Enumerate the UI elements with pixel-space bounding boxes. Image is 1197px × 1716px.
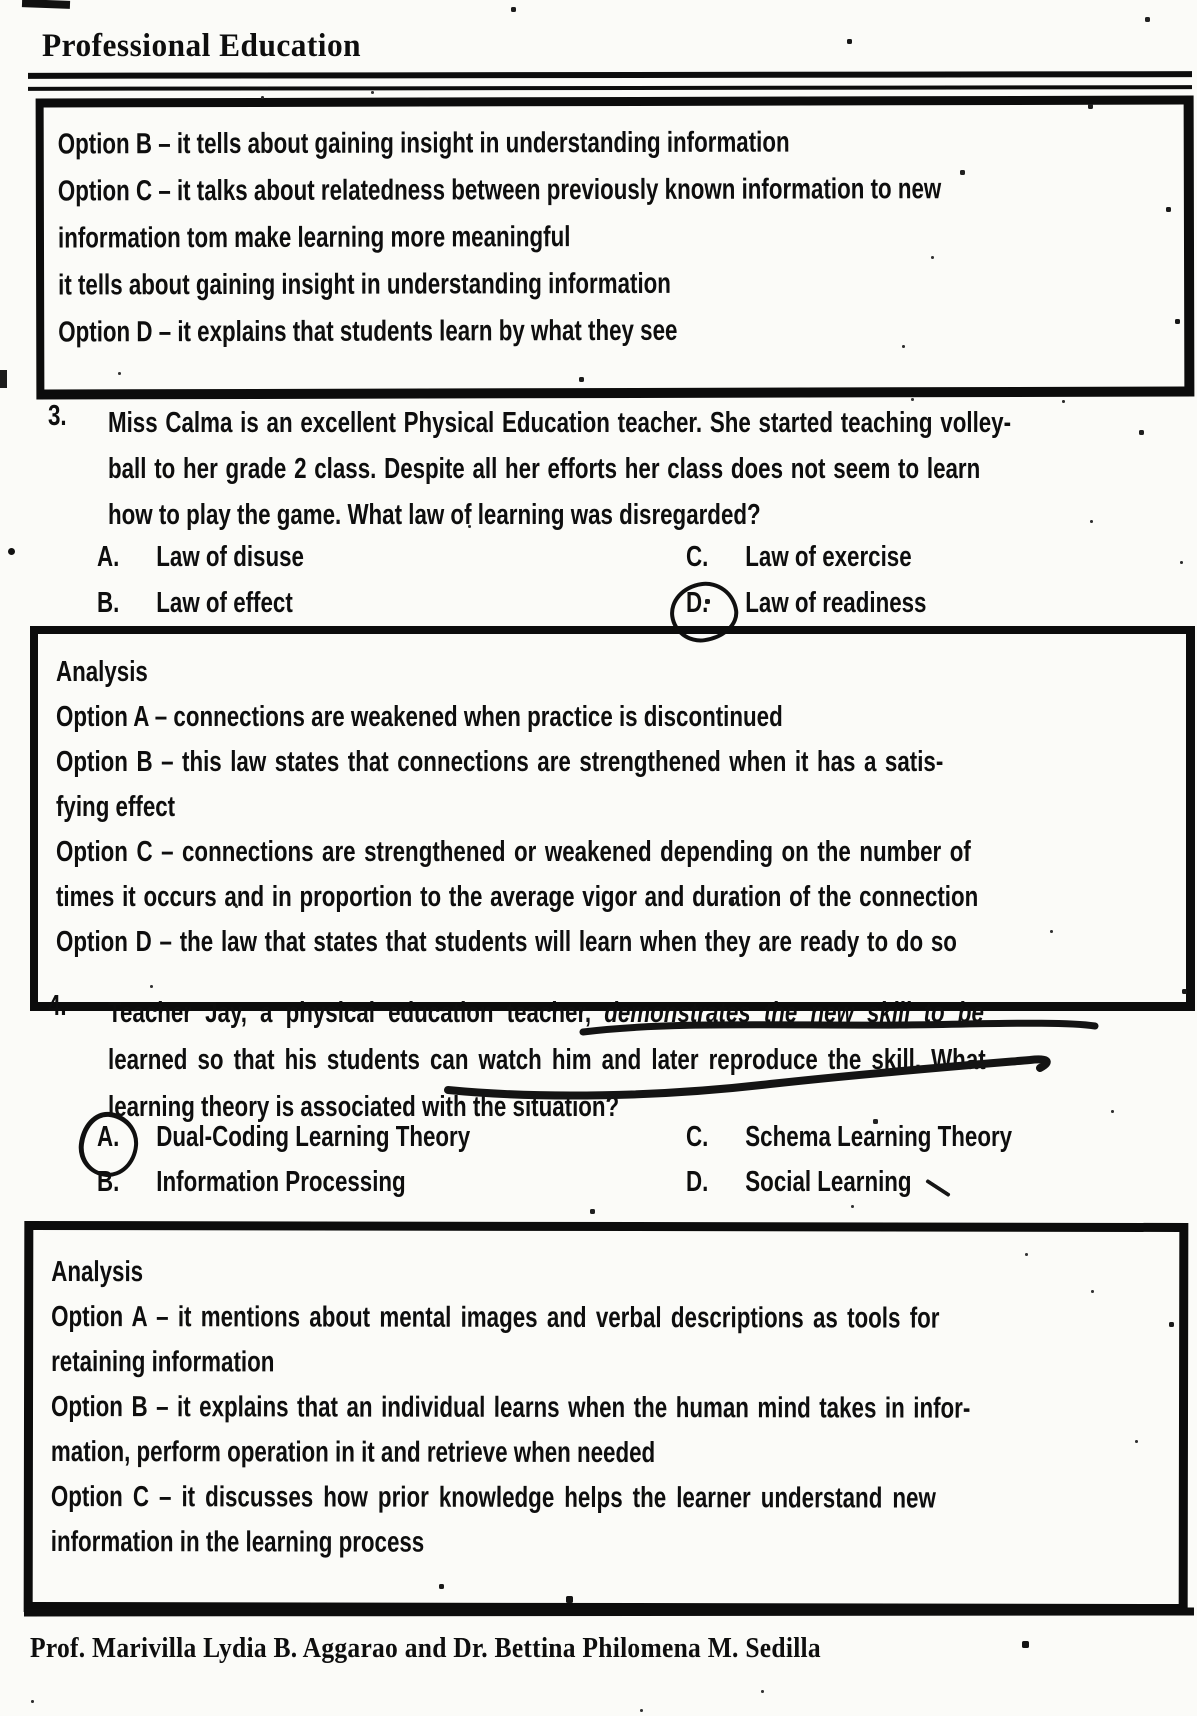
q4-option-a-letter: A. [97,1121,120,1153]
box1-line: Option C – it talks about relatedness between previously known information to new [57,173,942,208]
analysis2-line: retaining information [51,1346,275,1379]
scan-artifact-dot [8,548,15,555]
question-4-number: 4. [48,990,67,1022]
analysis-box-q3 [30,626,1195,1011]
analysis2-line: Option C – it discusses how prior knowledge helps the learner understand new [50,1481,936,1515]
box1-line: it tells about gaining insight in understanding information [58,267,671,302]
handwritten-underline-annotation [430,1010,1110,1110]
q3-option-c-text: Law of exercise [745,541,912,573]
q4-line1-italic: demonstrates the new skill to be [604,997,984,1029]
analysis1-line: fying effect [56,791,176,823]
q3-option-d-letter: D. [686,587,709,619]
analysis2-line: information in the learning process [50,1526,425,1559]
analysis2-line: Option A – it mentions about mental images and verbal descriptions as tools for [51,1301,940,1335]
analysis2-line: mation, perform operation in it and retrieve when needed [50,1436,656,1470]
question-3-number: 3. [48,400,67,432]
q3-option-d-text: Law of readiness [745,587,927,619]
analysis1-line: Option C – connections are strengthened or weakened depending on the number of [56,836,971,868]
q3-option-c [686,536,912,578]
q3-option-a-text: Law of disuse [156,541,304,573]
q4-option-c-letter: C. [686,1121,709,1153]
q3-line: how to play the game. What law of learning was disregarded? [108,499,761,531]
box1-line: Option B – it tells about gaining insight in understanding information [57,126,790,161]
options-box-q2-analysis [36,95,1195,399]
header-double-rule [28,71,1192,91]
analysis1-title: Analysis [56,656,148,688]
analysis-box-q4 [24,1221,1189,1614]
q3-option-c-letter: C. [686,541,709,573]
q4-option-c-text: Schema Learning Theory [745,1121,1013,1153]
footer-credit: Prof. Marivilla Lydia B. Aggarao and Dr. Bettina Philomena M. Sedilla [30,1632,821,1664]
q4-option-a [97,1116,470,1158]
box1-line: information tom make learning more meaningful [57,221,571,255]
q3-option-b-text: Law of effect [156,587,293,619]
scan-noise-specks [0,0,1,1]
q4-option-c [686,1116,1012,1158]
q4-option-d-letter: D. [686,1166,709,1198]
scan-artifact-mark [22,0,70,9]
scan-artifact-mark [0,370,7,388]
q4-line1-normal: Teacher Jay, a physical education teacher, [108,997,605,1029]
analysis1-line: Option B – this law states that connections are strengthened when it has a satis- [56,746,944,778]
q4-option-d-text: Social Learning [745,1166,912,1198]
box1-line: Option D – it explains that students learn by what they see [58,314,678,349]
question-3-text [108,400,1197,538]
q4-option-d [686,1161,912,1203]
q4-line: learning theory is associated with the situation? [108,1091,620,1123]
q3-option-b [97,582,293,624]
q4-line: learned so that his students can watch him and later reproduce the skill. What [108,1044,986,1076]
q3-option-b-letter: B. [97,587,120,619]
analysis1-line: Option D – the law that states that students will learn when they are ready to do so [56,926,957,958]
page-title: Professional Education [42,28,362,64]
q3-option-a [97,536,304,578]
q3-line: ball to her grade 2 class. Despite all her efforts her class does not seem to learn [108,453,981,485]
q3-option-a-letter: A. [97,541,120,573]
q4-option-b-text: Information Processing [156,1166,406,1198]
analysis2-line: Option B – it explains that an individual learns when the human mind takes in infor- [50,1391,971,1425]
analysis1-line: times it occurs and in proportion to the average vigor and duration of the connection [56,881,979,913]
q4-option-b-letter: B. [97,1166,120,1198]
handwritten-stray-mark-annotation [925,1179,951,1198]
q3-line: Miss Calma is an excellent Physical Education teacher. She started teaching volley- [108,407,1012,439]
analysis2-title: Analysis [51,1256,144,1289]
analysis1-line: Option A – connections are weakened when practice is discontinued [56,701,783,733]
q4-option-a-text: Dual-Coding Learning Theory [156,1121,471,1153]
footer-rule [24,1607,1194,1616]
q4-option-b [97,1161,406,1203]
